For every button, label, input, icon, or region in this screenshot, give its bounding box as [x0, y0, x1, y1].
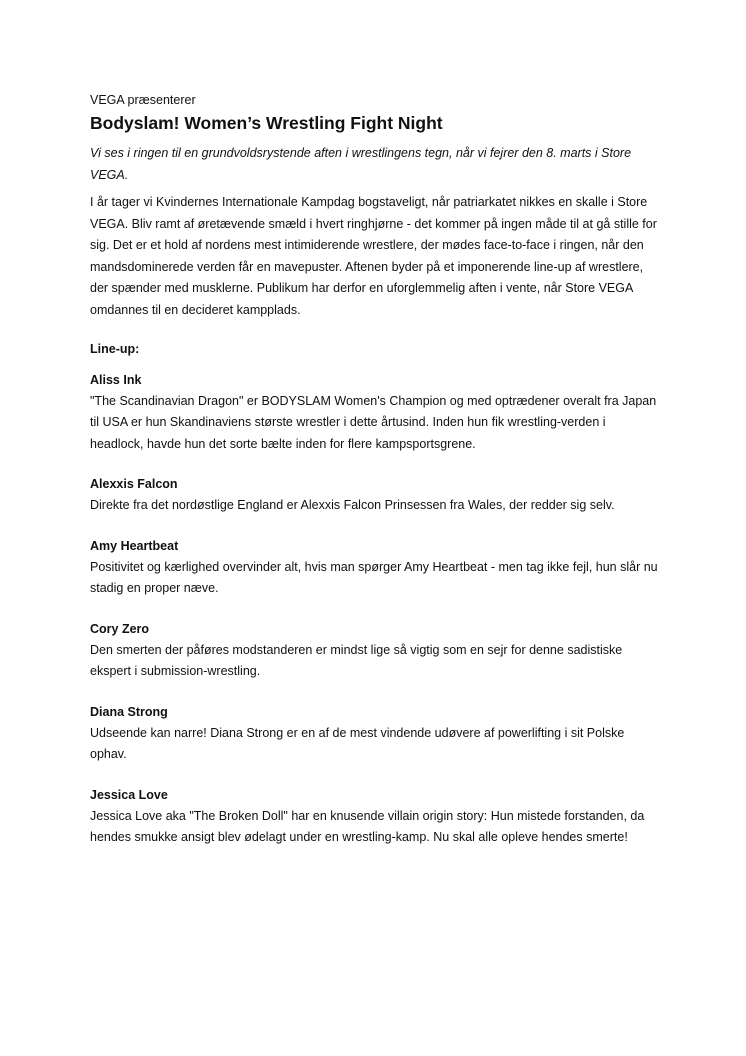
wrestler-description: Den smerten der påføres modstanderen er mindst lige så vigtig som en sejr for denne sadistiske ekspert i submission-wrestling. [90, 642, 623, 678]
intro-paragraph: I år tager vi Kvindernes Internationale Kampdag bogstaveligt, når patriarkatet nikkes en skalle i Store VEGA. Bliv ramt af øretævende smæld i hvert ringhjørne - det kommer på ingen måde til at gå stille for sig. Det er et hold af nordens mest intimiderende wrestlere, der mødes face-to-face i ringen, når den mandsdominerede verden får en mavepuster. Aftenen byder på et imponerende line-up af wrestlere, der spænder med musklerne. Publikum har derfor en uforglemmelig aften i vente, når Store VEGA omdannes til en decideret kampplads. [90, 195, 657, 317]
document-title: Bodyslam! Women’s Wrestling Fight Night [90, 113, 443, 133]
document-page [90, 91, 660, 868]
wrestler-description: "The Scandinavian Dragon" er BODYSLAM Women's Champion og med optrædener overalt fra Japan til USA er hun Skandinaviens største wrestler i dette årtusind. Inden hun fik wrestling-verden i headlock, havde hun det sorte bælte inden for flere kampsportsgrene. [90, 393, 657, 451]
wrestler-name: Cory Zero [90, 621, 150, 636]
wrestler-entry-cory-zero [90, 619, 660, 683]
wrestler-name: Aliss Ink [90, 372, 142, 387]
wrestler-description: Positivitet og kærlighed overvinder alt, hvis man spørger Amy Heartbeat - men tag ikke fejl, hun slår nu stadig en proper næve. [90, 559, 658, 595]
wrestler-name: Jessica Love [90, 787, 168, 802]
lineup-heading: Line-up: [90, 342, 140, 356]
wrestler-name: Amy Heartbeat [90, 538, 179, 553]
wrestler-description: Jessica Love aka "The Broken Doll" har en knusende villain origin story: Hun mistede forstanden, da hendes smukke ansigt blev ødelagt under en wrestling-kamp. Nu skal alle opleve hendes smerte! [90, 808, 645, 844]
wrestler-name: Diana Strong [90, 704, 168, 719]
wrestler-entry-alexxis-falcon [90, 474, 660, 517]
wrestler-name: Alexxis Falcon [90, 477, 178, 491]
wrestler-entry-jessica-love [90, 785, 660, 849]
wrestler-entry-aliss-ink [90, 370, 660, 456]
wrestler-description: Direkte fra det nordøstlige England er Alexxis Falcon Prinsessen fra Wales, der redder sig selv. [90, 498, 615, 512]
wrestler-description: Udseende kan narre! Diana Strong er en af de mest vindende udøvere af powerlifting i sit Polske ophav. [90, 725, 625, 761]
wrestler-entry-amy-heartbeat [90, 536, 660, 600]
wrestler-entry-diana-strong [90, 702, 660, 766]
lead-paragraph: Vi ses i ringen til en grundvoldsrystende aften i wrestlingens tegn, når vi fejrer den 8. marts i Store VEGA. [90, 146, 632, 182]
presenter-line: VEGA præsenterer [90, 93, 196, 107]
